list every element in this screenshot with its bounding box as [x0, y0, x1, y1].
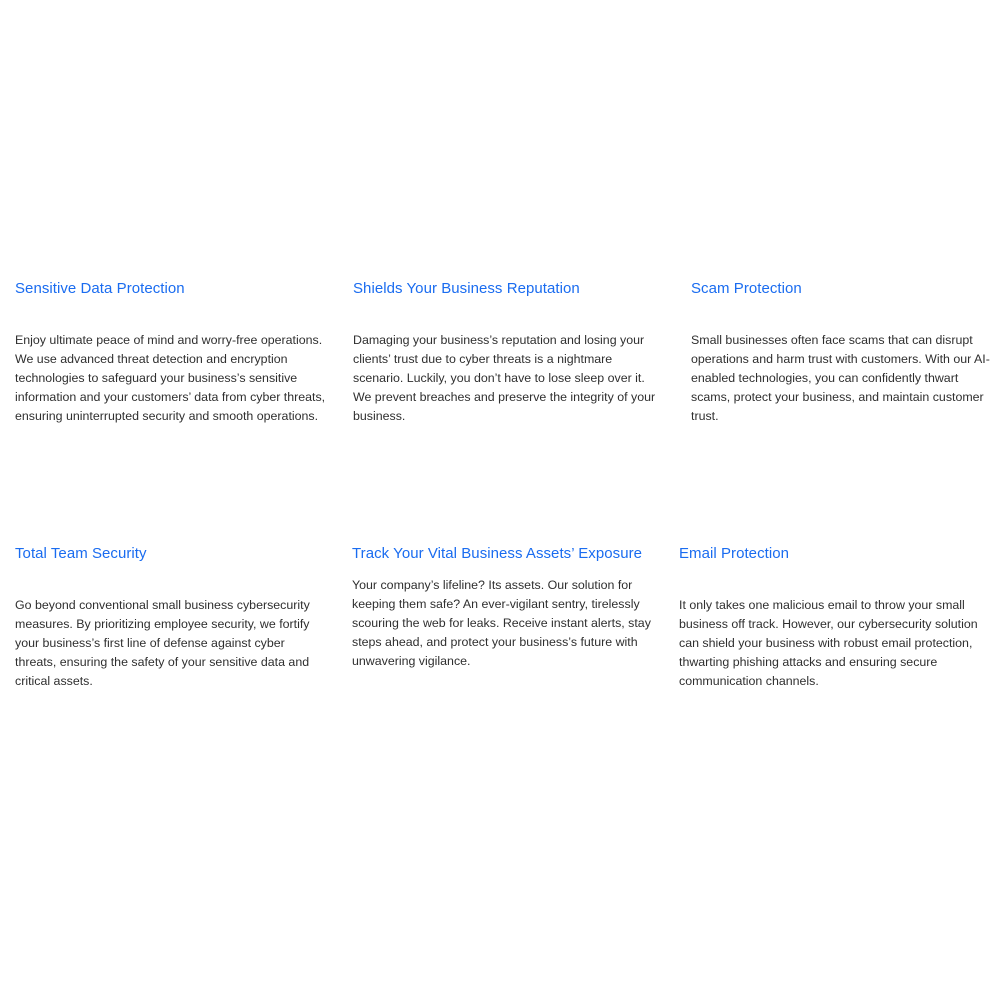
feature-title: Scam Protection — [691, 280, 802, 297]
feature-description: It only takes one malicious email to throw your small business off track. However, our cybersecurity solution can shield your business with robust email protection, thwarting phishing attacks and ensuring secure communication channels. — [679, 598, 978, 688]
feature-description: Go beyond conventional small business cybersecurity measures. By prioritizing employee security, we fortify your business’s first line of defense against cyber threats, ensuring the safety of your sensitive data and critical assets. — [15, 598, 310, 688]
feature-description: Your company’s lifeline? Its assets. Our solution for keeping them safe? An ever-vigilant sentry, tirelessly scouring the web for leaks. Receive instant alerts, stay steps ahead, and protect your business’s future with unwavering vigilance. — [352, 578, 651, 668]
feature-title: Track Your Vital Business Assets’ Exposure — [352, 545, 643, 562]
feature-title: Sensitive Data Protection — [15, 280, 185, 297]
feature-title: Email Protection — [679, 545, 790, 562]
feature-title: Shields Your Business Reputation — [353, 280, 580, 297]
feature-sensitive-data-protection — [15, 279, 327, 426]
feature-description: Enjoy ultimate peace of mind and worry-free operations. We use advanced threat detection and encryption technologies to safeguard your business’s sensitive information and your customers’ data from cyber threats, ensuring uninterrupted security and smooth operations. — [15, 333, 326, 423]
feature-total-team-security — [15, 544, 327, 691]
feature-description: Damaging your business’s reputation and losing your clients’ trust due to cyber threats is a nightmare scenario. Luckily, you don’t have to lose sleep over it. We prevent breaches and preserve the integrity of your business. — [353, 333, 656, 423]
feature-scam-protection — [691, 279, 1000, 426]
feature-description: Small businesses often face scams that can disrupt operations and harm trust with customers. With our AI-enabled technologies, you can confidently thwart scams, protect your business, and maintain customer trust. — [691, 333, 990, 423]
feature-title: Total Team Security — [15, 545, 147, 562]
feature-track-assets-exposure — [352, 544, 652, 671]
feature-shields-business-reputation — [353, 279, 665, 426]
feature-email-protection — [679, 544, 991, 691]
